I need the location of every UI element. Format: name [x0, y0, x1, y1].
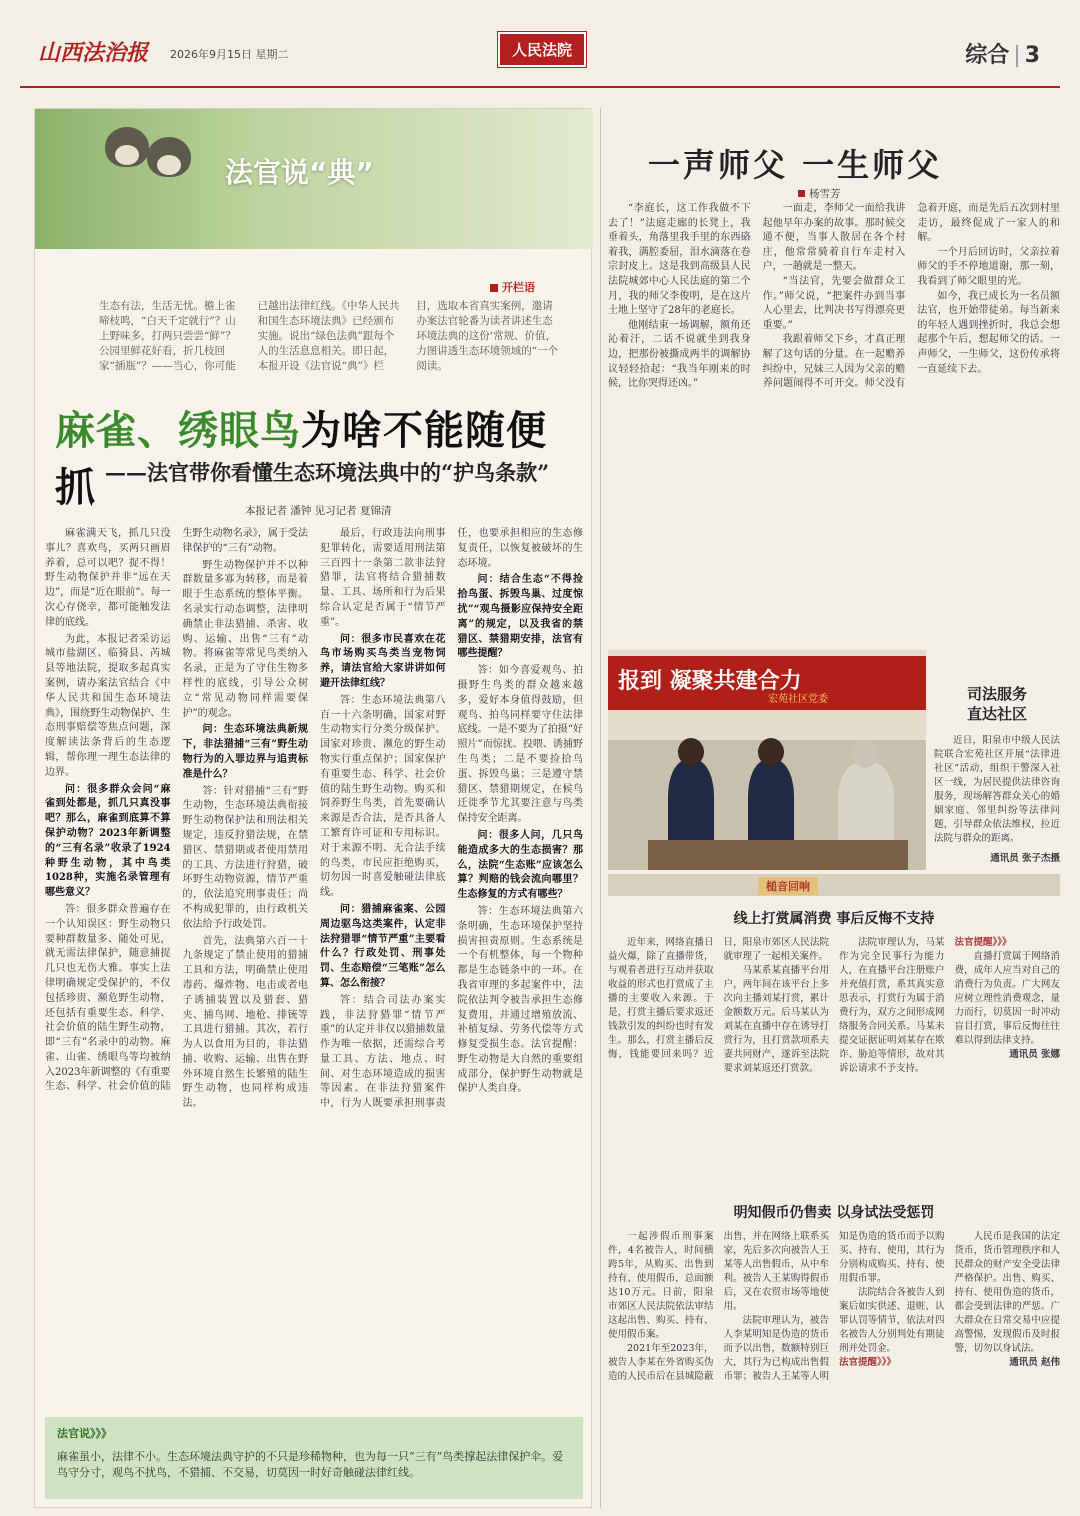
- essay-paragraph: “李庭长，这工作我做不下去了！”法庭走廊的长凳上，我垂着头，角落里我手里的东西硌着我，满腔委屈，泪水滴落在卷宗封皮上。这是我到高级县人民法院城郊中心人民法庭的第二个月，我的师父李俊明，是在这片土地上坚守了28年的老庭长。: [608, 203, 751, 317]
- column-divider: [600, 108, 601, 1508]
- person-figure: [838, 762, 894, 852]
- essay-paragraph: 一个月后回访时，父亲拉着师父的手不停地道谢，那一刻，我看到了师父眼里的光。: [917, 246, 1060, 287]
- judge-says-box: [45, 1417, 583, 1499]
- column-banner: [35, 109, 593, 249]
- reporter-credit: 通讯员 张娜: [1009, 1049, 1060, 1060]
- essay-paragraph: 一面走，李师父一面给我讲起他早年办案的故事。那时候交通不便，当事人散居在各个村庄，他常常骑着自行车走村入户，一趟就是一整天。: [762, 203, 906, 273]
- essay-paragraph: 他刚结束一场调解，额角还沁着汗，二话不说就坐到我身边，把那份被撕成两半的调解协议轻轻拾起：“我当年刚来的时候，比你哭得还凶。”: [608, 319, 751, 390]
- case-paragraph: 近年来，网络直播日益火爆，除了直播带货，与观看者进行互动并获取收益的形式也打赏成了主播的主要收入来源。于是，打赏主播后要求返还钱款引发的纠纷也时有发生。那么，打赏主播后反悔，钱能要回来吗？近日，阳泉市郊区人民法院就审理了一起相关案件。: [608, 937, 829, 1060]
- section-badge: 人民法院: [498, 32, 586, 67]
- case-paragraph: 直播打赏属于网络消费，成年人应当对自己的消费行为负责。广大网友应树立理性消费观念，量力而行，切莫因一时冲动盲目打赏，事后反悔往往难以得到法律支持。: [954, 951, 1060, 1046]
- bird-illustration: [105, 127, 149, 167]
- photo-caption-title: 司法服务 直达社区: [966, 685, 1027, 723]
- interview-question: 问：猎捕麻雀案、公园周边驱鸟这类案件，认定非法狩猎罪“情节严重”主要看什么？行政处罚、刑事处罚、生态赔偿“三笔账”怎么算、怎么衔接？: [320, 903, 446, 989]
- case-paragraph: 法院审理认为，被告人李某明知是伪造的货币而予以出售，数额特别巨大，其行为已构成出售假币罪；被告人王某等人明知是伪造的货币而予以购买、持有、使用，其行为分别构成购买、持有、使用假币罪。: [723, 1231, 945, 1382]
- column-title: 法官说“典”: [225, 156, 374, 189]
- feature-article: [34, 108, 592, 1508]
- interview-question: 问：生态环境法典新规下，非法猎捕“三有”野生动物行为的入罪边界与追责标准是什么？: [182, 724, 308, 780]
- essay-title: 一声师父 一生师父: [648, 146, 943, 184]
- judge-says-label: 法官说》》》: [57, 1427, 112, 1440]
- bird-illustration: [147, 137, 191, 177]
- article-body: [45, 527, 583, 1407]
- case-one-title: 线上打赏属消费 事后反悔不支持: [733, 911, 935, 927]
- judge-tip-label: 法官提醒》》》: [839, 1357, 897, 1368]
- photo-caption-box: [934, 650, 1060, 870]
- article-paragraph: 答：如今喜爱观鸟、拍摄野生鸟类的群众越来越多，爱好本身值得鼓励，但观鸟、拍鸟同样要守住法律底线。一是不要为了拍摄“好照片”而惊扰、投喂、诱捕野生鸟类；二是不要捡拾鸟蛋、拆毁鸟巢；三是遵守禁猎区、禁猎期规定，在候鸟迁徙季节尤其要注意与鸟类保持安全距离。: [457, 665, 583, 825]
- case-paragraph: 马某系某直播平台用户，两年间在该平台上多次向主播刘某打赏，累计金额数万元。后马某认为刘某在直播中存在诱导打赏行为，且打赏款项系夫妻共同财产，遂诉至法院要求刘某返还打赏款。: [723, 965, 829, 1074]
- judge-says-text: 麻雀虽小，法律不小。生态环境法典守护的不只是珍稀物种，也为每一只“三有”鸟类撑起法律保护伞。爱鸟守分寸，观鸟不扰鸟，不猎捕、不交易，切莫因一时好奇触碰法律红线。: [57, 1450, 564, 1479]
- headline: [55, 399, 575, 513]
- opening-note-label: [490, 279, 535, 295]
- section-divider-bar: [608, 874, 1060, 896]
- essay-body: [608, 202, 1060, 642]
- essay-author-name: 杨雪芳: [809, 188, 841, 200]
- right-column: [608, 108, 1060, 1508]
- photo-banner-text: 报到 凝聚共建合力: [618, 669, 802, 694]
- headline-rest: 为啥不能随便抓: [55, 408, 547, 511]
- case-one-body: [608, 936, 1060, 1192]
- article-paragraph: 野生动物保护并不以种群数量多寡为转移，而是着眼于生态系统的整体平衡。名录实行动态调整，法律明确禁止非法猎捕、杀害、收购、运输、出售“三有”动物。将麻雀等常见鸟类纳入名录，正是为了守住生物多样性的底线，引导公众树立“常见动物同样需要保护”的观念。: [182, 559, 308, 719]
- article-paragraph: 为此，本报记者采访运城市盐湖区、临猗县、芮城县等地法院，提取多起真实案例，请办案法官结合《中华人民共和国生态环境法典》，围绕野生动物保护、生态刑事赔偿等焦点问题，深度解读法条背后的生态逻辑，帮你理一理生态法律的边界。: [45, 633, 171, 778]
- page-number: 3: [1024, 43, 1040, 68]
- photo-banner-subtext: 宏苑社区党委: [768, 694, 828, 705]
- case-paragraph: 2021年至2023年，被告人李某在外省购买伪造的人民币后在县城隐蔽出售，并在网络上联系买家，先后多次向被告人王某等人出售假币，从中牟利。被告人王某购得假币后，又在农贸市场等地使用。: [608, 1231, 829, 1382]
- essay-paragraph: 如今，我已成长为一名员额法官，也开始带徒弟。每当新来的年轻人遇到挫折时，我总会想起那个午后，想起师父的话。一声师父，一生师父，这份传承将一直延续下去。: [917, 290, 1060, 375]
- person-head: [852, 740, 878, 768]
- article-paragraph: 答：很多群众普遍存在一个认知误区：野生动物只要种群数量多、随处可见，就无需法律保护，随意捕捉几只也无伤大雅。事实上法律明确规定受保护的，不仅包括珍贵、濒危野生动物，还包括有重要生态、科学、社会价值的陆生野生动物，即“三有”名录中的动物。麻雀、山雀、绣眼鸟等均被纳入2023年新调整的《有重要生态、科学、社会价值的陆生野生动物名录》，属于受法律保护的“三有”动物。: [45, 528, 308, 1093]
- person-head: [758, 738, 784, 766]
- subheadline: ——法官带你看懂生态环境法典中的“护鸟条款”: [105, 460, 550, 485]
- article-paragraph: 首先，法典第六百一十九条规定了禁止使用的猎捕工具和方法，明确禁止使用毒药、爆炸物、电击或者电子诱捕装置以及猎套、猎夹、捕鸟网、地枪、排铳等工具进行猎捕。其次，若行为人以食用为目的，非法猎捕、收购、运输、出售在野外环境自然生长繁殖的陆生野生动物，也同样构成违法。: [182, 935, 308, 1110]
- reporter-credit: 通讯员 赵伟: [1009, 1357, 1060, 1368]
- essay-paragraph: 我跟着师父下乡，才真正理解了这句话的分量。在一起赡养纠纷中，兄妹三人因为父亲的赡养问题闹得不可开交。师父没有急着开庭，而是先后五次到村里走访，最终促成了一家人的和解。: [762, 203, 1060, 390]
- headline-highlight: 麻雀、绣眼鸟: [55, 408, 301, 454]
- photo-table: [648, 840, 908, 870]
- article-paragraph: 麻雀满天飞，抓几只没事儿？喜欢鸟，买两只画眉养着，总可以吧？捉不得！野生动物保护并非“远在天边”，而是“近在眼前”。每一次心存侥幸，都可能触发法律的底线。: [45, 528, 171, 628]
- square-bullet-icon: [490, 284, 498, 292]
- page-separator: |: [1013, 43, 1021, 68]
- case-paragraph: 法院审理认为，马某作为完全民事行为能力人，在直播平台注册账户并充值打赏，系其真实意思表示，打赏行为属于消费行为，双方之间形成网络服务合同关系。马某未提交证据证明刘某存在欺诈、胁迫等情形，故对其诉讼请求不予支持。: [839, 937, 945, 1074]
- square-bullet-icon: [798, 190, 805, 197]
- article-paragraph: 答：生态环境法典第八百一十六条明确，国家对野生动物实行分类分级保护。国家对珍贵、濒危的野生动物实行重点保护；国家保护有重要生态、科学、社会价值的陆生野生动物。购买和饲养野生鸟类，首先要确认来源是否合法，是否具备人工繁育许可证和专用标识。对于来源不明、无合法手续的鸟类，市民应拒绝购买，切勿因一时喜爱触碰法律底线。: [320, 694, 446, 899]
- case-two-body: [608, 1230, 1060, 1508]
- opening-note-body: 生态有法，生活无忧。檐上雀啼枝鸣，“白天千定就行”？山上野味多，打两只尝尝“鲜”？公园里鲜花好看，折几枝回家“插瓶”？——当心，你可能已越出法律红线。《中华人民共和国生态环境法典》已经颁布实施。说出“绿色法典”跟每个人的生活息息相关。即日起，本报开设《法官说“典”》栏目，选取本省真实案例，邀请办案法官轮番为读者讲述生态环境法典的这份‘常规、价值，力图讲透生态环境领域的“一个阅读。: [99, 300, 559, 372]
- interview-question: 问：很多市民喜欢在花鸟市场购买鸟类当宠物饲养，请法官给大家讲讲如何避开法律红线？: [320, 633, 446, 689]
- interview-question: 问：结合生态“不得捡拾鸟蛋、拆毁鸟巢、过度惊扰”“观鸟摄影应保持安全距离”的规定，以及我省的禁猎区、禁猎期安排，法官有哪些提醒？: [457, 574, 583, 660]
- issue-date: 2026年9月15日 星期二: [170, 48, 289, 61]
- page-label: [965, 38, 1040, 69]
- interview-question: 问：很多群众会问“麻雀到处都是，抓几只真没事吧？那么，麻雀到底算不算保护动物？2023年新调整的“三有名录”收录了1924种野生动物，其中鸟类1028种，实施名录管理有哪些意义？: [45, 783, 171, 899]
- case-two-title: 明知假币仍售卖 以身试法受惩罚: [733, 1205, 935, 1221]
- person-figure: [748, 760, 794, 850]
- news-photo: [608, 650, 926, 870]
- photo-credit: 通讯员 张子杰摄: [990, 853, 1060, 864]
- essay-paragraph: “当法官，先要会做群众工作。”师父说，“把案件办到当事人心里去，比判决书写得漂亮更重要。”: [762, 275, 906, 331]
- interview-question: 问：很多人问，几只鸟能造成多大的生态损害？那么，法院“生态账”应该怎么算？判赔的钱会流向哪里？生态修复的方式有哪些？: [457, 829, 583, 901]
- photo-caption-text: 近日，阳泉市中级人民法院联合宏苑社区开展“法律进社区”活动，组织干警深入社区一线，为居民提供法律咨询服务，现场解答群众关心的婚姻家庭、邻里纠纷等法律问题，引导群众依法维权，拉近法院与群众的距离。: [934, 735, 1060, 844]
- opening-note-text: 开栏语: [502, 281, 535, 294]
- case-paragraph: 法院结合各被告人到案后如实供述、退赃、认罪认罚等情节，依法对四名被告人分别判处有期徒刑并处罚金。: [839, 1287, 945, 1354]
- article-paragraph: 最后，行政违法向刑事犯罪转化，需要适用刑法第三百四十一条第二款非法狩猎罪，法官将结合猎捕数量、工具、场所和行为后果综合认定是否属于“情节严重”。: [320, 528, 446, 628]
- newspaper-logo: 山西法治报: [38, 40, 149, 66]
- person-figure: [668, 760, 714, 850]
- case-paragraph: 人民币是我国的法定货币，货币管理秩序和人民群众的财产安全受法律严格保护。出售、购买、持有、使用伪造的货币，都会受到法律的严惩。广大群众在日常交易中应提高警惕，发现假币及时报警，切勿以身试法。: [954, 1231, 1060, 1354]
- person-head: [678, 738, 704, 766]
- article-paragraph: 答：结合司法办案实践，非法狩猎罪“情节严重”的认定并非仅以猎捕数量作为唯一依据，还需综合考量工具、方法、地点、时间、对生态环境造成的损害等因素。在非法狩猎案件中，行为人既要承担刑事责任，也要承担相应的生态修复责任，以恢复被破坏的生态环境。: [320, 528, 583, 1110]
- essay-author: [798, 186, 841, 201]
- judge-tip-label: 法官提醒》》》: [954, 937, 1012, 948]
- section-tag: 槌音回响: [758, 877, 818, 895]
- page-name: 综合: [965, 43, 1010, 68]
- masthead: [20, 18, 1060, 88]
- article-paragraph: 答：针对猎捕“三有”野生动物，生态环境法典衔接野生动物保护法和刑法相关规定，违反狩猎法规，在禁猎区、禁猎期或者使用禁用的工具、方法进行狩猎，破坏野生动物资源，情节严重的，依法追究刑事责任；尚不构成犯罪的，由行政机关依法给予行政处罚。: [182, 785, 308, 930]
- byline: 本报记者 潘钟 见习记者 夏锦清: [245, 505, 392, 517]
- case-paragraph: 一起涉假币刑事案件，4名被告人，时间横跨5年，从购买、出售到持有、使用假币，总面额达10万元。日前，阳泉市郊区人民法院依法审结这起出售、购买、持有、使用假币案。: [608, 1231, 714, 1340]
- article-paragraph: 答：生态环境法典第六条明确，生态环境保护坚持损害担责原则。生态系统是一个有机整体，每一个物种都是生态链条中的一环。在我省审理的多起案件中，法院依法判令被告承担生态修复费用，并通过增殖放流、补植复绿、劳务代偿等方式修复受损生态。法官提醒：野生动物是大自然的重要组成部分，保护野生动物就是保护人类自身。: [457, 905, 583, 1095]
